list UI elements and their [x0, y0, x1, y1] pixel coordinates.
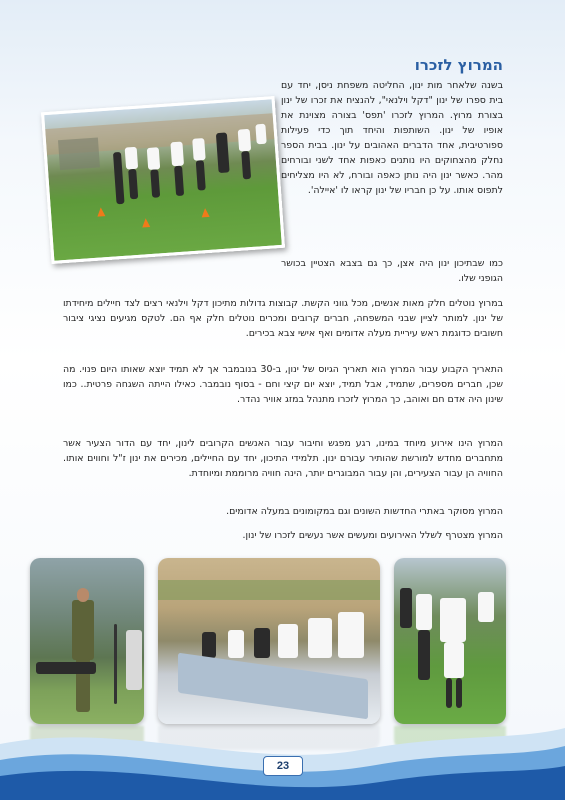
photo-runners-finish	[394, 558, 506, 724]
paragraph-event: המרוץ הינו אירוע מיוחד במינו, רגע מפגש וחיבור עבור האנשים הקרובים לינון, יחד עם הדור הצעיר אשר מתחברים מחדש למורשת שהותיר עבורם ינון. תלמידי התיכון, יחד עם החיילים, מכירים את ינון ז"ל וחווים אותו. החוויה הן עבור הצעירים, והן עבור המבוגרים יותר, הינה חוויה מרוממת ומיוחדת.	[63, 438, 503, 479]
photo-runners-race	[41, 96, 285, 264]
paragraph-participants: במרוץ נוטלים חלק מאות אנשים, מכל גווני הקשת. קבוצות גדולות מתיכון דקל וילנאי רצים לצד חיילים מיחידתו של ינון. למותר לציין שבני המשפחה, חברים קרובים ומכרים נוטלים חלק אף הם. לטקס מגיעים נציגי ציבור חשובים כדוגמת ראש עיריית מעלה אדומים ואף אישי צבא בכירים.	[63, 298, 503, 339]
paragraph-date: התאריך הקבוע עבור המרוץ הוא תאריך הגיוס של ינון, ב-30 בנובמבר אך לא תמיד יוצא שאותו היום פנוי. מה שכן, חברים מספרים, שתמיד, אבל תמיד, יוצא יום קיצי וחם - בסוף נובמבר. כאילו הייתה השגחה פרטית.. כמו שינון היה אדם חם ואוהב, כך המרוץ לזכרו מתנהל במזג אוויר נהדר.	[63, 364, 504, 405]
paragraph-closing: המרוץ מצטרף לשלל האירועים ומעשים אשר נעשים לזכרו של ינון.	[242, 530, 503, 541]
photo-crowd-table	[158, 558, 380, 724]
page-number: 23	[263, 756, 303, 776]
intro-paragraph: בשנה שלאחר מות ינון, החליטה משפחת ניסן, יחד עם בית ספרו של ינון "דקל וילנאי", להנציח את זכרו של ינון בצורת מרוץ. המרוץ לזכרו 'תפס' בצורה מצוינת את אופיו של ינון. השותפות והיחד תוך כדי פעילות ספורטיבית, אחד הדברים האהובים על ינון. בבית הספר נחלק מהצחוקים היו נותנים כאפות אחד לשני ובורחים מהר. כאשר ינון היה נותן כאפה ובורח, לא היו מצליחים לתפוס אותו. על כן חבריו של ינון קראו לו 'איילה'.	[281, 80, 503, 196]
paragraph-army: כמו שבתיכון ינון היה אצן, כך גם בצבא הצטיין בכושר הגופני שלו.	[281, 258, 503, 284]
footer-wave	[0, 710, 565, 800]
photo-soldier-speech	[30, 558, 144, 724]
article-title: המרוץ לזכרו	[414, 56, 503, 74]
paragraph-coverage: המרוץ מסוקר באתרי החדשות השונים וגם במקומונים במעלה אדומים.	[226, 506, 503, 517]
